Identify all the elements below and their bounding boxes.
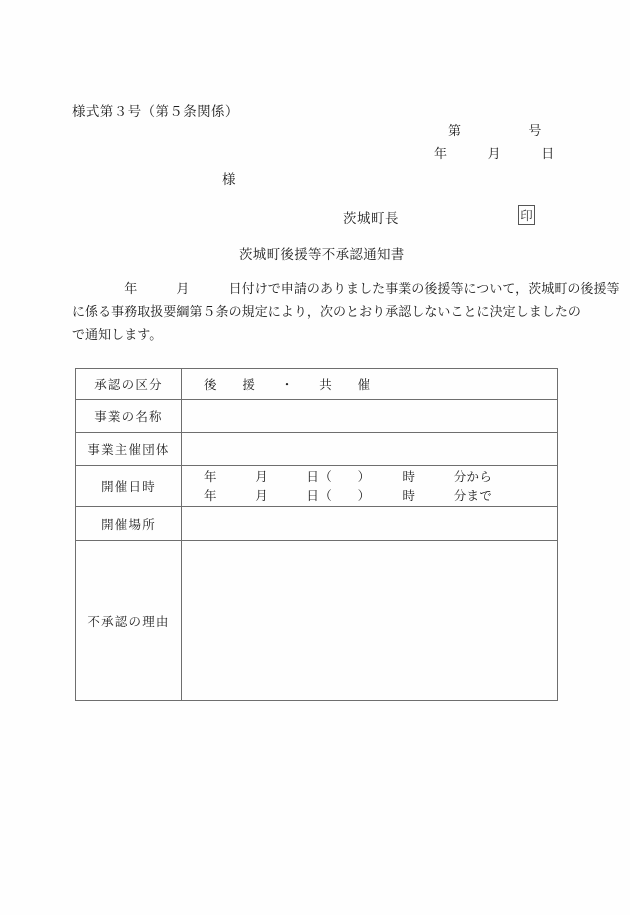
label-event-name: 事業の名称 — [76, 400, 182, 433]
body-line-1: 年 月 日付けで申請のありました事業の後援等について，茨城町の後援等 — [72, 282, 620, 297]
value-event-datetime[interactable] — [182, 466, 558, 507]
label-event-datetime: 開催日時 — [76, 466, 182, 507]
form-code: 様式第３号（第５条関係） — [72, 104, 239, 120]
issuer-name: 茨城町長 — [343, 211, 399, 227]
body-line-2: に係る事務取扱要綱第５条の規定により，次のとおり承認しないことに決定しましたの — [72, 305, 581, 320]
value-approval-type[interactable] — [182, 369, 558, 400]
table-row-event-datetime — [76, 466, 558, 507]
body-paragraph — [72, 278, 620, 347]
label-approval-type: 承認の区分 — [76, 369, 182, 400]
seal-stamp-icon: 印 — [518, 205, 535, 225]
document-title: 茨城町後援等不承認通知書 — [239, 247, 405, 263]
table-row-event-name — [76, 400, 558, 433]
label-venue: 開催場所 — [76, 507, 182, 541]
value-rejection-reason[interactable] — [182, 541, 558, 701]
table-row-approval-type — [76, 369, 558, 400]
event-datetime-end: 年 月 日（ ） 時 分まで — [204, 488, 493, 503]
body-line-3: で通知します。 — [72, 328, 163, 343]
addressee-honorific: 様 — [222, 172, 236, 188]
value-organizer[interactable] — [182, 433, 558, 466]
event-datetime-start: 年 月 日（ ） 時 分から — [204, 469, 493, 484]
table-row-organizer — [76, 433, 558, 466]
document-number-field: 第 号 — [448, 124, 542, 139]
issuer-row — [343, 205, 543, 227]
form-table — [75, 368, 558, 701]
table-row-venue — [76, 507, 558, 541]
table-row-rejection-reason — [76, 541, 558, 701]
approval-type-options: 後 援 ・ 共 催 — [204, 377, 371, 392]
document-date-field: 年 月 日 — [434, 147, 555, 162]
value-event-name[interactable] — [182, 400, 558, 433]
label-organizer: 事業主催団体 — [76, 433, 182, 466]
label-rejection-reason: 不承認の理由 — [76, 541, 182, 701]
value-venue[interactable] — [182, 507, 558, 541]
